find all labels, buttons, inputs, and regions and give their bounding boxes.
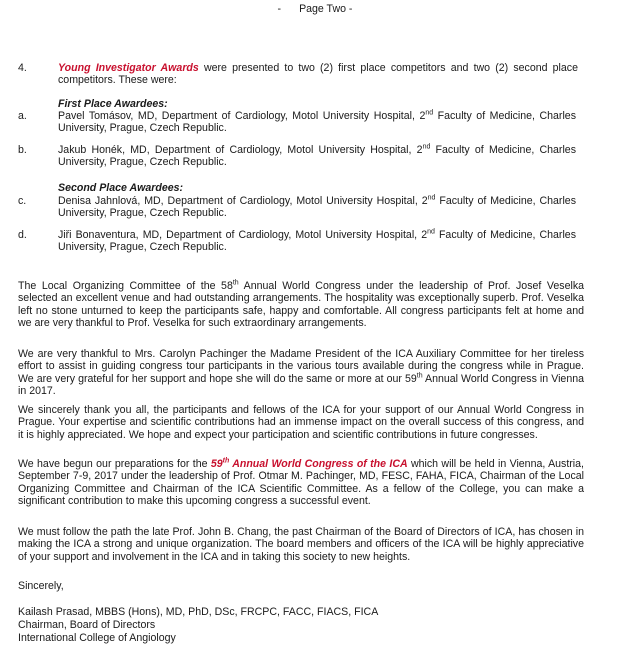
awardee-letter: a. [18, 110, 27, 122]
awardee-letter: b. [18, 144, 27, 156]
item-intro: were presented to two (2) first place competitors and two (2) second place competitors. These were: [58, 62, 578, 87]
paragraph-auxiliary-committee: We are very thankful to Mrs. Carolyn Pachinger the Madame President of the ICA Auxiliary Committee for her tireless effort to assist in guiding congress tour participants in the various tours available during the congress while in Prague. We are very grateful for her support and hope she will do the same or more at our 59th Annual World Congress in Vienna in 2017. [18, 348, 584, 398]
signatory-title: Chairman, Board of Directors [18, 619, 156, 631]
awardee-text: Jiři Bonaventura, MD, Department of Cardiology, Motol University Hospital, 2nd Faculty of Medicine, Charles University, Prague, Czech Republic. [58, 228, 576, 254]
signatory-name: Kailash Prasad, MBBS (Hons), MD, PhD, DSc, FRCPC, FACC, FIACS, FICA [18, 606, 379, 618]
awardee-text: Denisa Jahnlová, MD, Department of Cardiology, Motol University Hospital, 2nd Faculty of Medicine, Charles University, Prague, Czech Republic. [58, 194, 576, 220]
item-number: 4. [18, 62, 27, 74]
first-place-heading: First Place Awardees: [58, 98, 168, 110]
signatory-organization: International College of Angiology [18, 632, 176, 644]
awardee-text: Pavel Tomásov, MD, Department of Cardiology, Motol University Hospital, 2nd Faculty of Medicine, Charles University, Prague, Czech Republic. [58, 109, 576, 135]
header-dash: - [277, 3, 282, 15]
item-body [58, 62, 578, 87]
second-place-heading: Second Place Awardees: [58, 182, 184, 194]
page-number-title: Page Two - [299, 3, 353, 15]
paragraph-thanks: We sincerely thank you all, the participants and fellows of the ICA for your support of our Annual World Congress in Prague. Your expertise and scientific contributions had an immense impact on the overall success of this congress, and it is highly appreciated. We hope and expect your participation and scientific contributions in future congresses. [18, 404, 584, 441]
awardee-letter: c. [18, 195, 27, 207]
paragraph-legacy: We must follow the path the late Prof. John B. Chang, the past Chairman of the Board of Directors of ICA, has chosen in making the ICA a strong and unique organization. The board members and officers of the ICA will be highly appreciative of your support and involvement in the ICA and in taking this society to new heights. [18, 526, 584, 563]
awardee-text: Jakub Honék, MD, Department of Cardiology, Motol University Hospital, 2nd Faculty of Medicine, Charles University, Prague, Czech Republic. [58, 143, 576, 169]
paragraph-organizing-committee: The Local Organizing Committee of the 58th Annual World Congress under the leadership of Prof. Josef Veselka selected an excellent venue and had outstanding arrangements. The hospitality was exceptionally superb. Prof. Veselka left no stone unturned to keep the participants safe, happy and comfortable. All congress participants felt at home and we are very thankful to Prof. Veselka for such extraordinary arrangements. [18, 279, 585, 330]
closing: Sincerely, [18, 580, 64, 592]
award-name: Young Investigator Awards [58, 62, 199, 74]
next-congress-name: 59th Annual World Congress of the ICA [210, 457, 408, 470]
page-header [0, 3, 630, 15]
awardee-letter: d. [18, 229, 27, 241]
paragraph-next-congress: We have begun our preparations for the 59th Annual World Congress of the ICA which will be held in Vienna, Austria, September 7-9, 2017 under the leadership of Prof. Otmar M. Pachinger, MD, FESC, FAHA, FICA, Chairman of the Local Organizing Committee and Chairman of the ICA Scientific Committee. As a fellow of the College, you can make a significant contribution to make this upcoming congress a successful event. [18, 457, 584, 508]
